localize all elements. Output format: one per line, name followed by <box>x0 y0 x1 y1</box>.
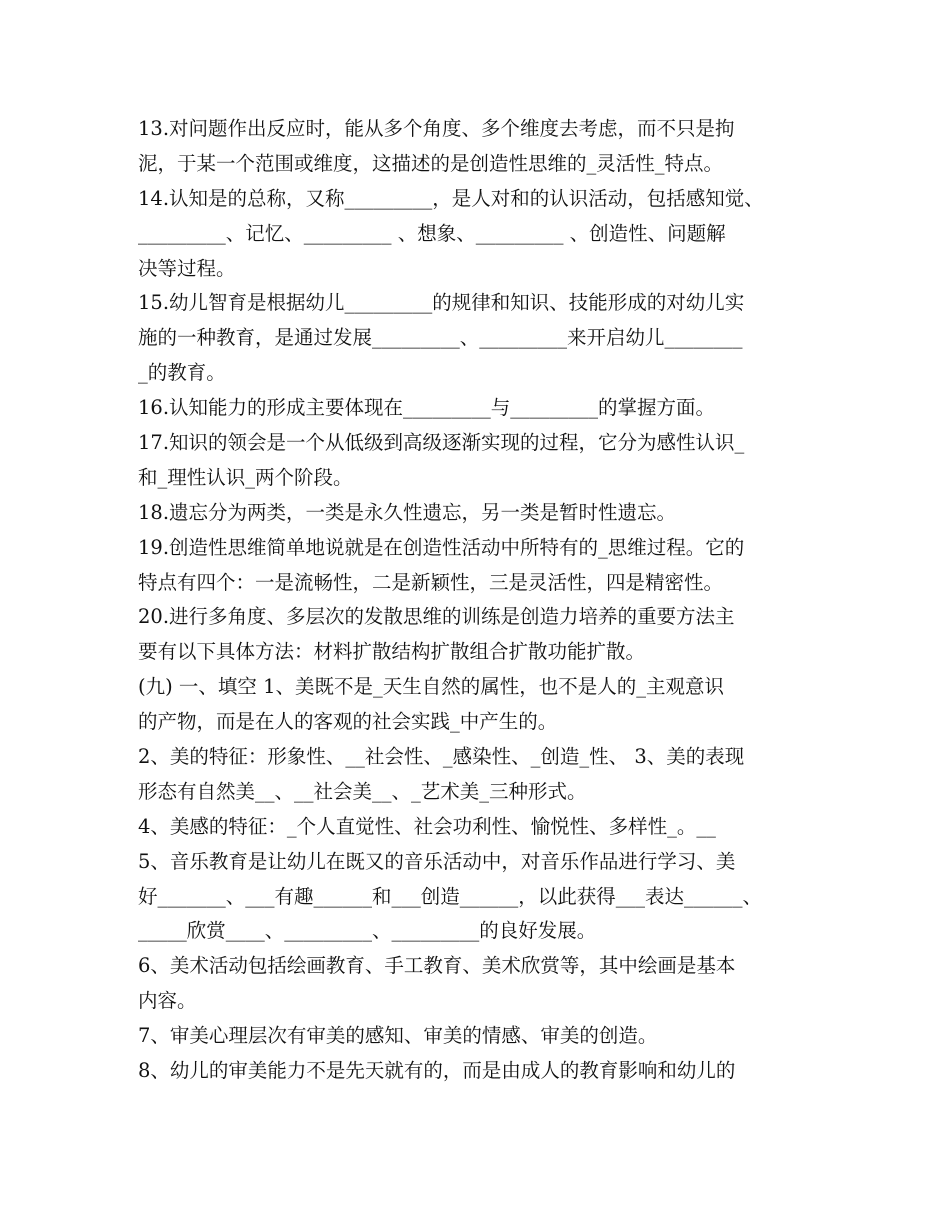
text-line: 的产物，而是在人的客观的社会实践_中产生的。 <box>138 710 558 734</box>
text-line: 16.认知能力的形成主要体现在_________与_________的掌握方面。 <box>138 396 716 420</box>
text-line: 17.知识的领会是一个从低级到高级逐渐实现的过程，它分为感性认识_ <box>138 431 745 455</box>
text-line: 和_理性认识_两个阶段。 <box>138 465 353 489</box>
text-line: 特点有四个：一是流畅性，二是新颖性，三是灵活性，四是精密性。 <box>138 570 724 594</box>
text-line: 7、审美心理层次有审美的感知、审美的情感、审美的创造。 <box>138 1024 658 1048</box>
text-line: 14.认知是的总称，又称_________，是人对和的认识活动，包括感知觉、 <box>138 186 764 210</box>
text-line: 20.进行多角度、多层次的发散思维的训练是创造力培养的重要方法主 <box>138 605 735 629</box>
text-line: 2、美的特征：形象性、__社会性、_感染性、_创造_性、 3、美的表现 <box>138 745 745 769</box>
text-line: 好_______、___有趣______和___创造______，以此获得___表达______、 <box>138 884 763 908</box>
text-line: (九) 一、填空 1、美既不是_天生自然的属性，也不是人的_主观意识 <box>138 675 725 699</box>
text-line: 15.幼儿智育是根据幼儿_________的规律和知识、技能形成的对幼儿实 <box>138 291 745 315</box>
document-page <box>138 112 828 1089</box>
text-line: 施的一种教育，是通过发展_________、_________来开启幼儿________ <box>138 326 743 350</box>
text-line: 决等过程。 <box>138 256 236 280</box>
text-line: 泥，于某一个范围或维度，这描述的是创造性思维的_灵活性_特点。 <box>138 151 724 175</box>
text-line: 4、美感的特征：_个人直觉性、社会功利性、愉悦性、多样性_。__ <box>138 814 716 838</box>
text-line: _____欣赏____、_________、_________的良好发展。 <box>138 919 597 943</box>
text-line: 18.遗忘分为两类，一类是永久性遗忘，另一类是暂时性遗忘。 <box>138 500 677 524</box>
text-line: _________、记忆、_________ 、想象、_________ 、创造性、问题解 <box>138 221 726 245</box>
text-line: 内容。 <box>138 989 197 1013</box>
text-line: 5、音乐教育是让幼儿在既又的音乐活动中，对音乐作品进行学习、美 <box>138 849 736 873</box>
text-line: 形态有自然美__、__社会美__、_艺术美_三种形式。 <box>138 779 587 803</box>
text-line: 8、幼儿的审美能力不是先天就有的，而是由成人的教育影响和幼儿的 <box>138 1059 736 1083</box>
text-line: _的教育。 <box>138 361 226 385</box>
text-line: 13.对问题作出反应时，能从多个角度、多个维度去考虑，而不只是拘 <box>138 117 735 140</box>
text-line: 要有以下具体方法：材料扩散结构扩散组合扩散功能扩散。 <box>138 640 646 664</box>
text-line: 19.创造性思维简单地说就是在创造性活动中所特有的_思维过程。它的 <box>138 535 745 559</box>
text-line: 6、美术活动包括绘画教育、手工教育、美术欣赏等，其中绘画是基本 <box>138 954 736 978</box>
